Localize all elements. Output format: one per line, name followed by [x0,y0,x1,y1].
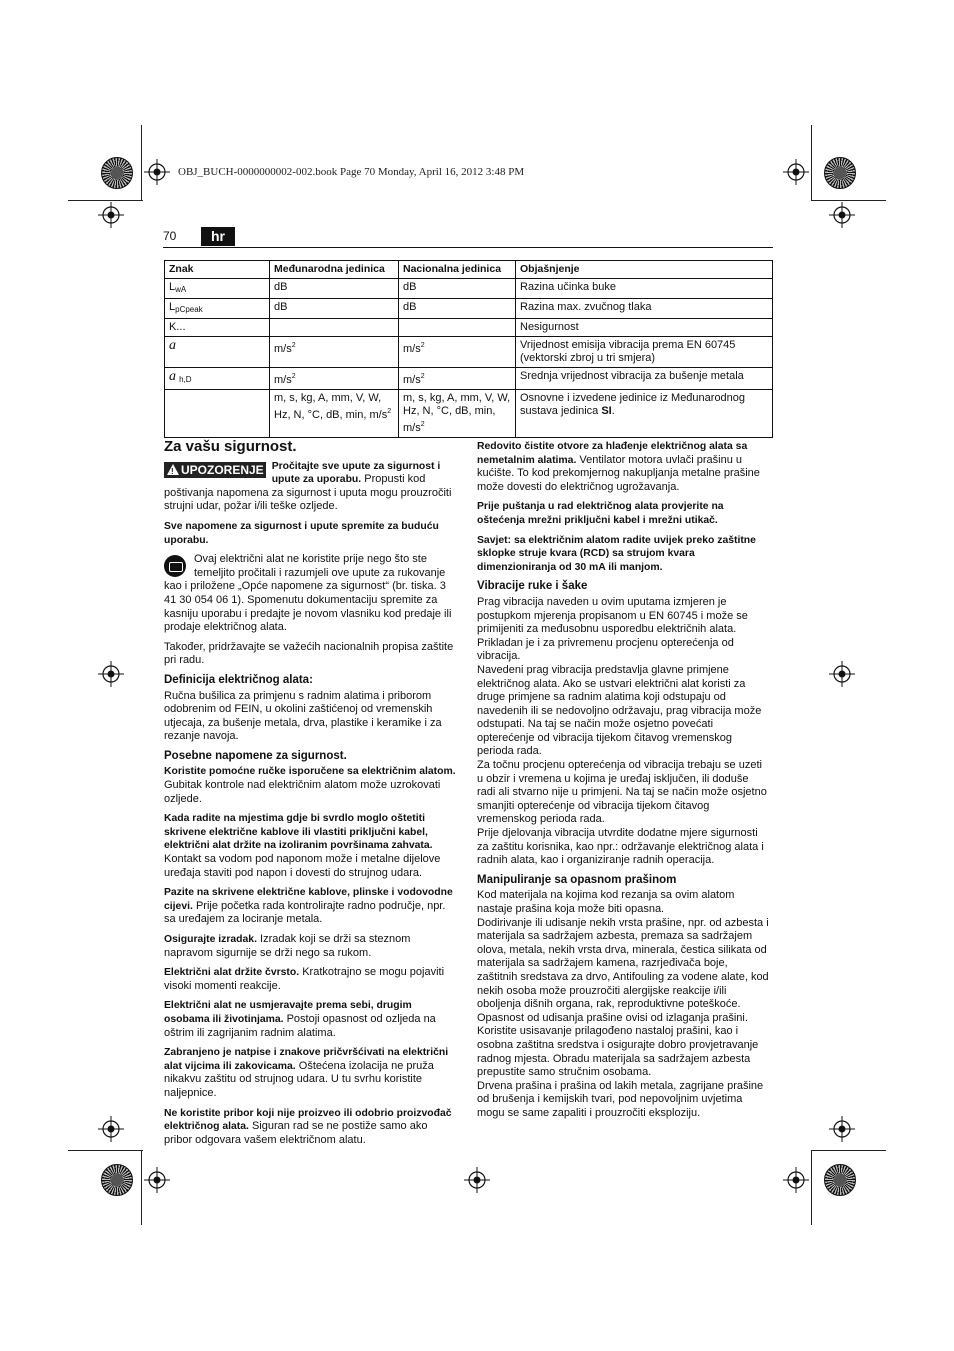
units-table [164,260,773,438]
table-row [165,319,773,337]
national-rules-paragraph: Također, pridržavajte se važećih nacionalnih propisa zaštite pri radu. [164,640,454,667]
national-unit-cell: $m/s^2$ [399,368,516,390]
right-column [477,440,769,1121]
crop-line [811,125,812,200]
list-item: Ne koristite pribor koji nije proizveo ili odobrio proizvođač električnog alata. Siguran rad se ne postiže samo ako pribor odgovara vašem električnom alatu. [164,1107,452,1146]
symbol-cell: $L_{pCpeak}$ [165,299,270,319]
symbol-cell: $L_{wA}$ [165,279,270,299]
table-row [165,368,773,390]
registration-mark-icon [783,159,809,185]
list-item: Kada radite na mjestima gdje bi svrdlo moglo oštetiti skrivene električne kablove ili vlastiti priključni kabel, električni alat držite na izoliranim površinama zahvata. Kontakt sa vodom pod naponom može i metalne dijelove uređaja staviti pod napon i dovesti do strujnog udara. [164,813,441,879]
list-item: Osigurajte izradak. Izradak koji se drži sa steznom napravom sigurnije se drži nego sa rukom. [164,933,411,959]
explanation-cell: Razina max. zvučnog tlaka [516,299,773,319]
vibration-paragraph: Prag vibracija naveden u ovim uputama izmjeren je postupkom mjerenja propisanom u EN 60745 i može se primijeniti za međusobnu usporedbu električnih alata. Prikladan je i za privremenu procjenu opterećenja od vibracija. [477,595,748,663]
list-item: Savjet: sa električnim alatom radite uvijek preko zaštitne sklopke struje kvara (RCD) sa strujom kvara dimenzioniranja od 30 mA ili manjom. [477,534,756,573]
crop-line [811,200,886,201]
list-item: Zabranjeno je natpise i znakove pričvršćivati na električni alat vijcima ili zakovicama. Oštećena izolacija ne pruža nikakvu zaštitu od strujnog udara. U tu svrhu koristite naljepnice. [164,1047,449,1099]
list-item: Električni alat držite čvrsto. Kratkotrajno se mogu pojaviti visoki momenti reakcije. [164,966,445,992]
table-row [165,299,773,319]
explanation-cell: Vrijednost emisija vibracija prema EN 60745 (vektorski zbroj u tri smjera) [516,337,773,368]
intl-unit-cell: dB [270,299,399,319]
warning-paragraph: !UPOZORENJE Pročitajte sve upute za sigurnost i upute za uporabu. Propusti kod poštivanja napomena za sigurnost i uputa mogu prouzročiti strujni udar, požar i/ili teške ozljede. [164,460,456,514]
file-header: OBJ_BUCH-0000000002-002.book Page 70 Monday, April 16, 2012 3:48 PM [178,166,525,178]
vibration-paragraph: Prije djelovanja vibracija utvrdite dodatne mjere sigurnosti za zaštitu korisnika, kao npr.: održavanje električnog alata i radnih alata, kao i organiziranje radnih operacija. [477,827,764,867]
intl-unit-cell [270,319,399,337]
read-manual-icon [164,555,186,577]
registration-mark-icon [144,1167,170,1193]
symbol-cell [165,390,270,438]
national-unit-cell: m, s, kg, A, mm, V, W, Hz, N, °C, dB, min, $m/s^2$ [399,390,516,438]
crop-line [141,1150,142,1225]
read-manual-paragraph: Ovaj električni alat ne koristite prije nego što ste temeljito pročitali i razumjeli ove upute za rukovanje kao i priložene „Opće napomene za sigurnost“ (br. tiska. 3 41 30 054 06 1). Spomenutu dokumentaciju spremite za kasniju uporabu i predajte je novom vlasniku kod predaje ili prodaje električnog alata. [164,553,452,634]
warning-triangle-icon [167,464,179,475]
intl-unit-cell: m, s, kg, A, mm, V, W, Hz, N, °C, dB, min, $m/s^2$ [270,390,399,438]
national-unit-cell: $m/s^2$ [399,337,516,368]
header-rule [163,247,773,248]
warning-badge: !UPOZORENJE [164,462,266,478]
explanation-cell: Osnovne i izvedene jedinice iz Međunarodnog sustava jedinica SI. [516,390,773,438]
left-column [164,440,456,1153]
explanation-cell: Srednja vrijednost vibracija za bušenje metala [516,368,773,390]
vibration-heading: Vibracije ruke i šake [477,580,588,593]
language-badge: hr [201,227,235,246]
registration-mark-icon [829,202,855,228]
intl-unit-cell: $m/s^2$ [270,337,399,368]
registration-mark-icon [98,202,124,228]
dust-paragraph: Kod materijala na kojima kod rezanja sa ovim alatom nastaje prašina koja može biti opasna. [477,889,735,915]
table-header-row [165,261,773,279]
national-unit-cell: dB [399,299,516,319]
definition-heading: Definicija električnog alata: [164,673,313,686]
registration-mark-icon [829,661,855,687]
color-wheel-icon [824,157,856,189]
dust-paragraph: Dodirivanje ili udisanje nekih vrsta prašine, npr. od azbesta i materijala sa sadržajem azbesta, premaza sa sadržajem olova, metala, nekih vrsta drva, minerala, čestica silikata od materijala sa sadržajem kamena, razrjeđivača boje, zaštitnih sredstava za drvo, Antifouling za vodene alate, kod nekih osoba može prouzročiti alergijske reakcije i/ili oboljenja dišnih organa, rak, reproduktivne poteškoće. Opasnost od udisanja prašine ovisi od izlaganja prašini. Koristite usisavanje prilagođeno nastaloj prašini, kao i osobna zaštitna sredstva i osigurajte dobro provjetravanje radnog mjesta. Obradu materijala sa sadržajem azbesta prepustite samo stručnim osobama. [477,916,769,1079]
list-item: Pazite na skrivene električne kablove, plinske i vodovodne cijevi. Prije početka rada kontrolirajte radno područje, npr. sa uređajem za lociranje metala. [164,887,453,926]
symbol-cell: a $_{h,D}$ [165,368,270,390]
keep-instructions-text: Sve napomene za sigurnost i upute spremite za buduću uporabu. [164,520,439,546]
explanation-cell: Nesigurnost [516,319,773,337]
table-header: Međunarodna jedinica [270,261,399,279]
table-header: Znak [165,261,270,279]
color-wheel-icon [101,1164,133,1196]
dust-heading: Manipuliranje sa opasnom prašinom [477,873,677,886]
special-safety-heading: Posebne napomene za sigurnost. [164,749,347,762]
list-item: Koristite pomoćne ručke isporučene sa električnim alatom. Gubitak kontrole nad električnim alatom može uzrokovati ozljede. [164,766,456,805]
table-row [165,390,773,438]
registration-mark-icon [829,1116,855,1142]
page-number: 70 [163,229,177,243]
intl-unit-cell: $m/s^2$ [270,368,399,390]
table-header: Nacionalna jedinica [399,261,516,279]
crop-line [141,125,142,200]
symbol-cell: a [165,337,270,368]
section-title: Za vašu sigurnost. [164,438,297,455]
registration-mark-icon [144,159,170,185]
vibration-paragraph: Za točnu procjenu opterećenja od vibracija trebaju se uzeti u obzir i vremena u kojima je uređaj isključen, ili doduše radi ali stvarno nije u primjeni. Na taj se način može osjetno smanjiti opterećenje od vibracija tijekom čitavog vremenskog perioda rada. [477,759,767,826]
vibration-paragraph: Navedeni prag vibracija predstavlja glavne primjene električnog alata. Ako se ustvari električni alat koristi za druge primjene sa radnim alatima koji odstupaju od navedenih ili se nedovoljno održavaju, prag vibracija može odstupati. Na taj se način može osjetno povećati opterećenje od vibracija tijekom čitavog vremenskog perioda rada. [477,663,762,758]
table-row [165,279,773,299]
dust-paragraph: Drvena prašina i prašina od lakih metala, zagrijane prašine od brušenja i kemijskih tvari, pod nepovoljnim uvjetima mogu se same zapaliti i prouzročiti eksploziju. [477,1079,764,1119]
registration-mark-icon [98,661,124,687]
table-row [165,337,773,368]
list-item: Redovito čistite otvore za hlađenje električnog alata sa nemetalnim alatima. Ventilator motora uvlači prašinu u kućište. To kod prekomjernog nakupljanja metalne prašine može dovesti do električnog ugrožavanja. [477,441,760,493]
registration-mark-icon [783,1167,809,1193]
national-unit-cell [399,319,516,337]
list-item: Električni alat ne usmjeravajte prema sebi, drugim osobama ili životinjama. Postoji opasnost od ozljeda na oštrim ili zagrijanim radnim alatima. [164,1000,436,1039]
list-item: Prije puštanja u rad električnog alata provjerite na oštećenja mrežni priključni kabel i mrežni utikač. [477,501,724,526]
national-unit-cell: dB [399,279,516,299]
color-wheel-icon [101,157,133,189]
symbol-cell: K... [165,319,270,337]
crop-line [68,1150,143,1151]
registration-mark-icon [464,1167,490,1193]
table-header: Objašnjenje [516,261,773,279]
crop-line [68,200,143,201]
intl-unit-cell: dB [270,279,399,299]
crop-line [811,1150,886,1151]
definition-text: Ručna bušilica za primjenu s radnim alatima i priborom odobrenim od FEIN, u okolini zaštićenoj od vremenskih utjecaja, za bušenje metala, drva, plastike i keramike i za rezanje navoja. [164,689,442,743]
crop-line [811,1150,812,1225]
registration-mark-icon [98,1116,124,1142]
color-wheel-icon [824,1164,856,1196]
explanation-cell: Razina učinka buke [516,279,773,299]
